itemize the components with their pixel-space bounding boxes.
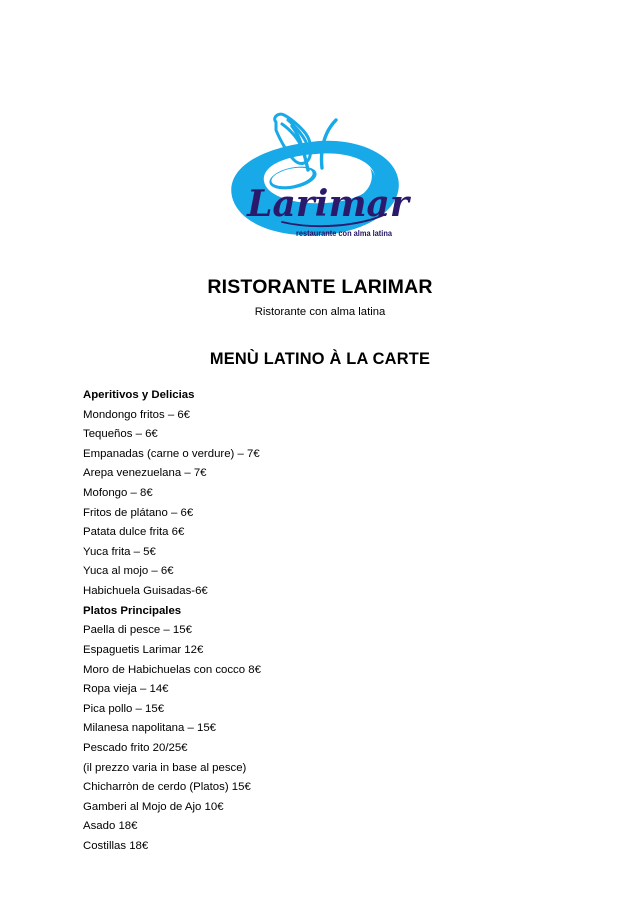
menu-item: Gamberi al Mojo de Ajo 10€	[83, 800, 224, 813]
menu-item: Mondongo fritos – 6€	[83, 408, 191, 421]
menu-item: Habichuela Guisadas-6€	[83, 585, 208, 598]
menu-item: Pescado frito 20/25€	[83, 741, 188, 754]
menu-item: Yuca frita – 5€	[83, 545, 156, 558]
menu-item: Empanadas (carne o verdure) – 7€	[83, 447, 260, 460]
restaurant-logo	[0, 106, 640, 246]
menu-item: Mofongo – 8€	[83, 487, 153, 500]
menu-item: Asado 18€	[83, 820, 138, 833]
menu-item: Milanesa napolitana – 15€	[83, 722, 216, 735]
menu-item: (il prezzo varia in base al pesce)	[83, 761, 247, 774]
menu-item: Ropa vieja – 14€	[83, 683, 169, 696]
menu-item: Pica pollo – 15€	[83, 702, 165, 715]
logo-tagline: restaurante con alma latina	[296, 228, 393, 238]
menu-list	[83, 386, 553, 857]
menu-item: Yuca al mojo – 6€	[83, 565, 174, 578]
logo-artwork	[220, 106, 420, 246]
menu-item: Moro de Habichuelas con cocco 8€	[83, 663, 261, 676]
menu-item: Tequeños – 6€	[83, 428, 158, 441]
menu-item: Costillas 18€	[83, 840, 149, 853]
menu-item: Espaguetis Larimar 12€	[83, 643, 204, 656]
menu-item: Patata dulce frita 6€	[83, 526, 185, 539]
menu-section-heading: Platos Principales	[83, 604, 182, 617]
menu-item: Paella di pesce – 15€	[83, 624, 192, 637]
menu-section-heading: Aperitivos y Delicias	[83, 389, 195, 401]
menu-item: Fritos de plátano – 6€	[83, 506, 194, 519]
menu-item: Chicharròn de cerdo (Platos) 15€	[83, 781, 251, 794]
menu-heading: MENÙ LATINO À LA CARTE	[209, 350, 431, 368]
page-title: RISTORANTE LARIMAR	[207, 276, 433, 298]
page-subtitle: Ristorante con alma latina	[254, 306, 386, 318]
logo-brand-script: Larimar	[247, 183, 409, 225]
menu-item: Arepa venezuelana – 7€	[83, 467, 207, 480]
